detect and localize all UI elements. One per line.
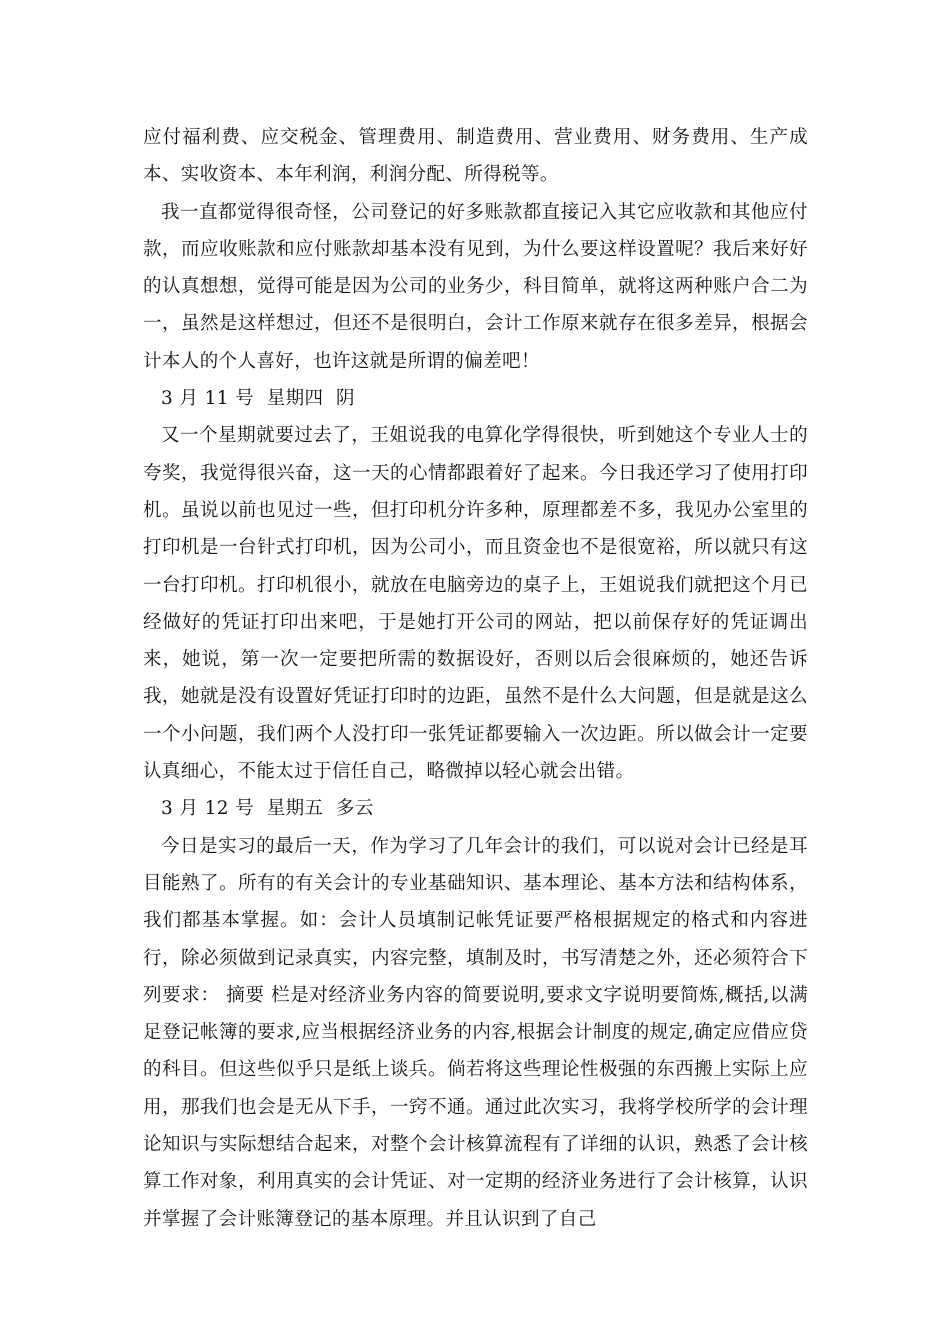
paragraph-receivables-question: 我一直都觉得很奇怪，公司登记的好多账款都直接记入其它应收款和其他应付款，而应收账款和应付账款却基本没有见到，为什么要这样设置呢？我后来好好的认真想想，觉得可能是因为公司的业务少，科目简单，就将这两种账户合二为一，虽然是这样想过，但还不是很明白，会计工作原来就存在很多差异，根据会计本人的个人喜好，也许这就是所谓的偏差吧！ <box>143 201 808 372</box>
diary-date-heading: 3 月 11 号 星期四 阴 <box>161 388 355 410</box>
paragraph-printer-lesson: 又一个星期就要过去了，王姐说我的电算化学得很快，听到她这个专业人士的夸奖，我觉得很兴奋，这一天的心情都跟着好了起来。今日我还学习了使用打印机。虽说以前也见过一些，但打印机分许多种，原理都差不多，我见办公室里的打印机是一台针式打印机，因为公司小，而且资金也不是很宽裕，所以就只有这一台打印机。打印机很小，就放在电脑旁边的桌子上，王姐说我们就把这个月已经做好的凭证打印出来吧，于是她打开公司的网站，把以前保存好的凭证调出来，她说，第一次一定要把所需的数据设好，否则以后会很麻烦的，她还告诉我，她就是没有设置好凭证打印时的边距，虽然不是什么大问题，但是就是这么一个小问题，我们两个人没打印一张凭证都要输入一次边距。所以做会计一定要认真细心，不能太过于信任自己，略微掉以轻心就会出错。 <box>143 425 808 783</box>
document-body <box>143 119 808 1238</box>
paragraph-last-day-summary: 今日是实习的最后一天，作为学习了几年会计的我们，可以说对会计已经是耳目能熟了。所有的有关会计的专业基础知识、基本理论、基本方法和结构体系，我们都基本掌握。如：会计人员填制记帐凭证要严格根据规定的格式和内容进行，除必须做到记录真实，内容完整，填制及时，书写清楚之外，还必须符合下列要求： 摘要 栏是对经济业务内容的简要说明,要求文字说明要简炼,概括,以满足登记帐簿的要求,应当根据经济业务的内容,根据会计制度的规定,确定应借应贷的科目。但这些似乎只是纸上谈兵。倘若将这些理论性极强的东西搬上实际上应用，那我们也会是无从下手，一窍不通。通过此次实习，我将学校所学的会计理论知识与实际想结合起来，对整个会计核算流程有了详细的认识，熟悉了会计核算工作对象，利用真实的会计凭证、对一定期的经济业务进行了会计核算，认识并掌握了会计账簿登记的基本原理。并且认识到了自己 <box>143 835 808 1230</box>
paragraph-account-list: 应付福利费、应交税金、管理费用、制造费用、营业费用、财务费用、生产成本、实收资本、本年利润，利润分配、所得税等。 <box>143 127 808 186</box>
diary-date-heading: 3 月 12 号 星期五 多云 <box>161 798 374 820</box>
